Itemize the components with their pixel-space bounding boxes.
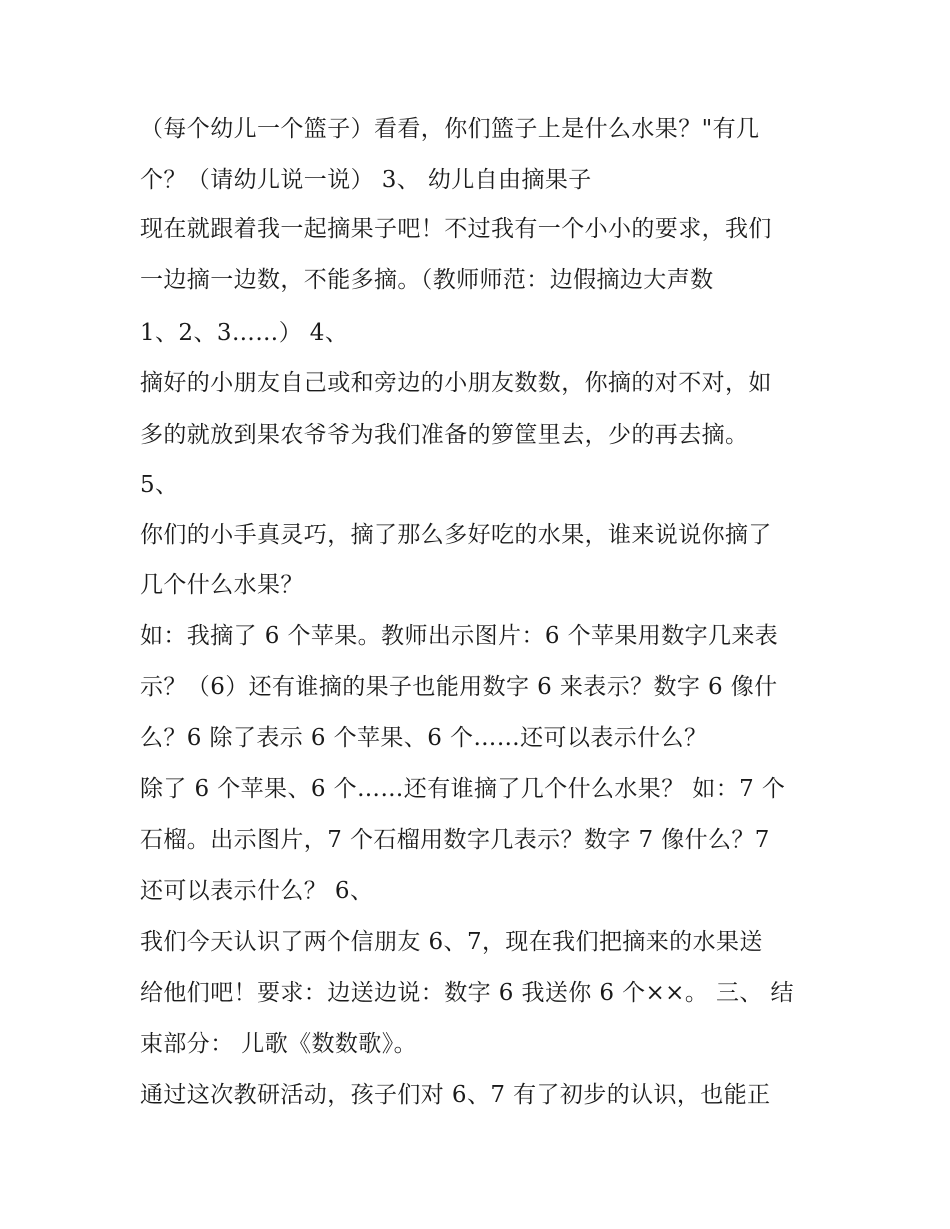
text-line: 现在就跟着我一起摘果子吧！不过我有一个小小的要求，我们 [140, 216, 772, 242]
text-line: 除了 6 个苹果、6 个……还有谁摘了几个什么水果？ 如：7 个 [140, 776, 786, 802]
text-line: 你们的小手真灵巧，摘了那么多好吃的水果，谁来说说你摘了 [140, 522, 772, 548]
text-line: 摘好的小朋友自己或和旁边的小朋友数数，你摘的对不对，如 [140, 370, 772, 396]
text-line: 示？（6）还有谁摘的果子也能用数字 6 来表示？数字 6 像什 [140, 674, 778, 700]
text-line: 多的就放到果农爷爷为我们准备的箩筐里去，少的再去摘。 [140, 422, 749, 448]
text-line: （每个幼儿一个篮子）看看，你们篮子上是什么水果？"有几 [140, 116, 760, 142]
text-line: 几个什么水果？ [140, 572, 304, 598]
text-line: 1、2、3……） 4、 [140, 320, 349, 346]
text-line: 个？（请幼儿说一说） 3、 幼儿自由摘果子 [140, 167, 592, 193]
text-line: 一边摘一边数，不能多摘。（教师师范：边假摘边大声数 [140, 267, 714, 293]
text-line: 5、 [140, 472, 179, 498]
text-line: 给他们吧！要求：边送边说：数字 6 我送你 6 个××。 三、 结 [140, 980, 794, 1006]
text-line: 石榴。出示图片，7 个石榴用数字几表示？数字 7 像什么？7 [140, 827, 770, 853]
text-line: 通过这次教研活动，孩子们对 6、7 有了初步的认识，也能正 [140, 1082, 771, 1108]
text-line: 么？6 除了表示 6 个苹果、6 个……还可以表示什么？ [140, 725, 708, 751]
text-line: 还可以表示什么？ 6、 [140, 878, 374, 904]
text-line: 如：我摘了 6 个苹果。教师出示图片：6 个苹果用数字几来表 [140, 623, 779, 649]
text-line: 我们今天认识了两个信朋友 6、7，现在我们把摘来的水果送 [140, 929, 763, 955]
text-line: 束部分： 儿歌《数数歌》。 [140, 1031, 418, 1057]
